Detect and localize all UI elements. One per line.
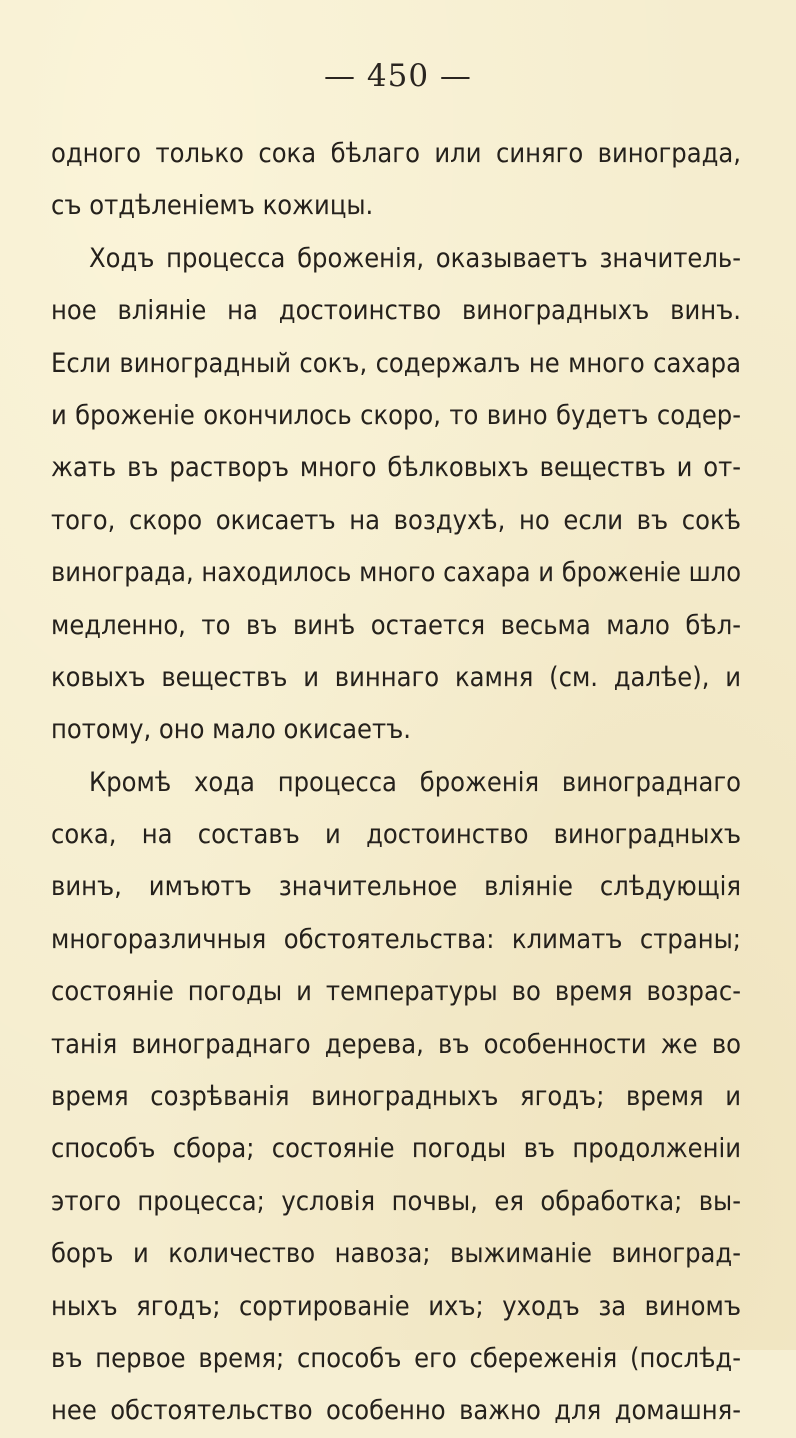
text-line: состояніе погоды и температуры во время возрас- [51,976,741,1008]
text-line: потому, оно мало окисаетъ. [51,714,412,746]
text-line: винограда, находилось много сахара и броженіе шло [51,557,741,589]
text-line: того, скоро окисаетъ на воздухѣ, но если въ сокѣ [51,504,741,536]
text-line: съ отдѣленіемъ кожицы. [51,190,374,222]
text-line: сока, на составъ и достоинство виноградныхъ [51,819,741,851]
text-line: и броженіе окончилось скоро, то вино будетъ содер- [51,399,741,431]
text-line: многоразличныя обстоятельства: климатъ страны; [51,923,741,955]
text-line: жать въ растворъ много бѣлковыхъ веществъ и от- [51,452,741,484]
body-text [51,128,741,1438]
text-line: время созрѣванія виноградныхъ ягодъ; время и [51,1081,741,1113]
text-line: нее обстоятельство особенно важно для домашня- [51,1395,741,1427]
text-line: винъ, имъютъ значительное вліяніе слѣдующія [51,871,741,903]
text-line: одного только сока бѣлаго или синяго винограда, [51,138,741,169]
text-line: Если виноградный сокъ, содержалъ не много сахара [51,347,741,379]
text-line: боръ и количество навоза; выжиманіе виноград- [51,1238,741,1270]
text-line: этого процесса; условія почвы, ея обработка; вы- [51,1185,741,1217]
text-line: танія винограднаго дерева, въ особенности же во [51,1028,741,1060]
page-number: — 450 — [324,58,472,94]
text-line: способъ сбора; состояніе погоды въ продолженіи [51,1133,741,1165]
text-line: ковыхъ веществъ и виннаго камня (см. далѣе), и [51,661,741,693]
text-line: въ первое время; способъ его сбереженія (послѣд- [51,1342,741,1374]
text-line: медленно, то въ винѣ остается весьма мало бѣл- [51,609,741,641]
paragraph-start-line: Ходъ процесса броженія, оказываетъ значитель- [89,242,741,274]
text-line: ное вліяніе на достоинство виноградныхъ винъ. [51,295,741,327]
text-line: ныхъ ягодъ; сортированіе ихъ; уходъ за виномъ [51,1290,741,1322]
paragraph-start-line: Кромѣ хода процесса броженія винограднаго [89,766,741,798]
